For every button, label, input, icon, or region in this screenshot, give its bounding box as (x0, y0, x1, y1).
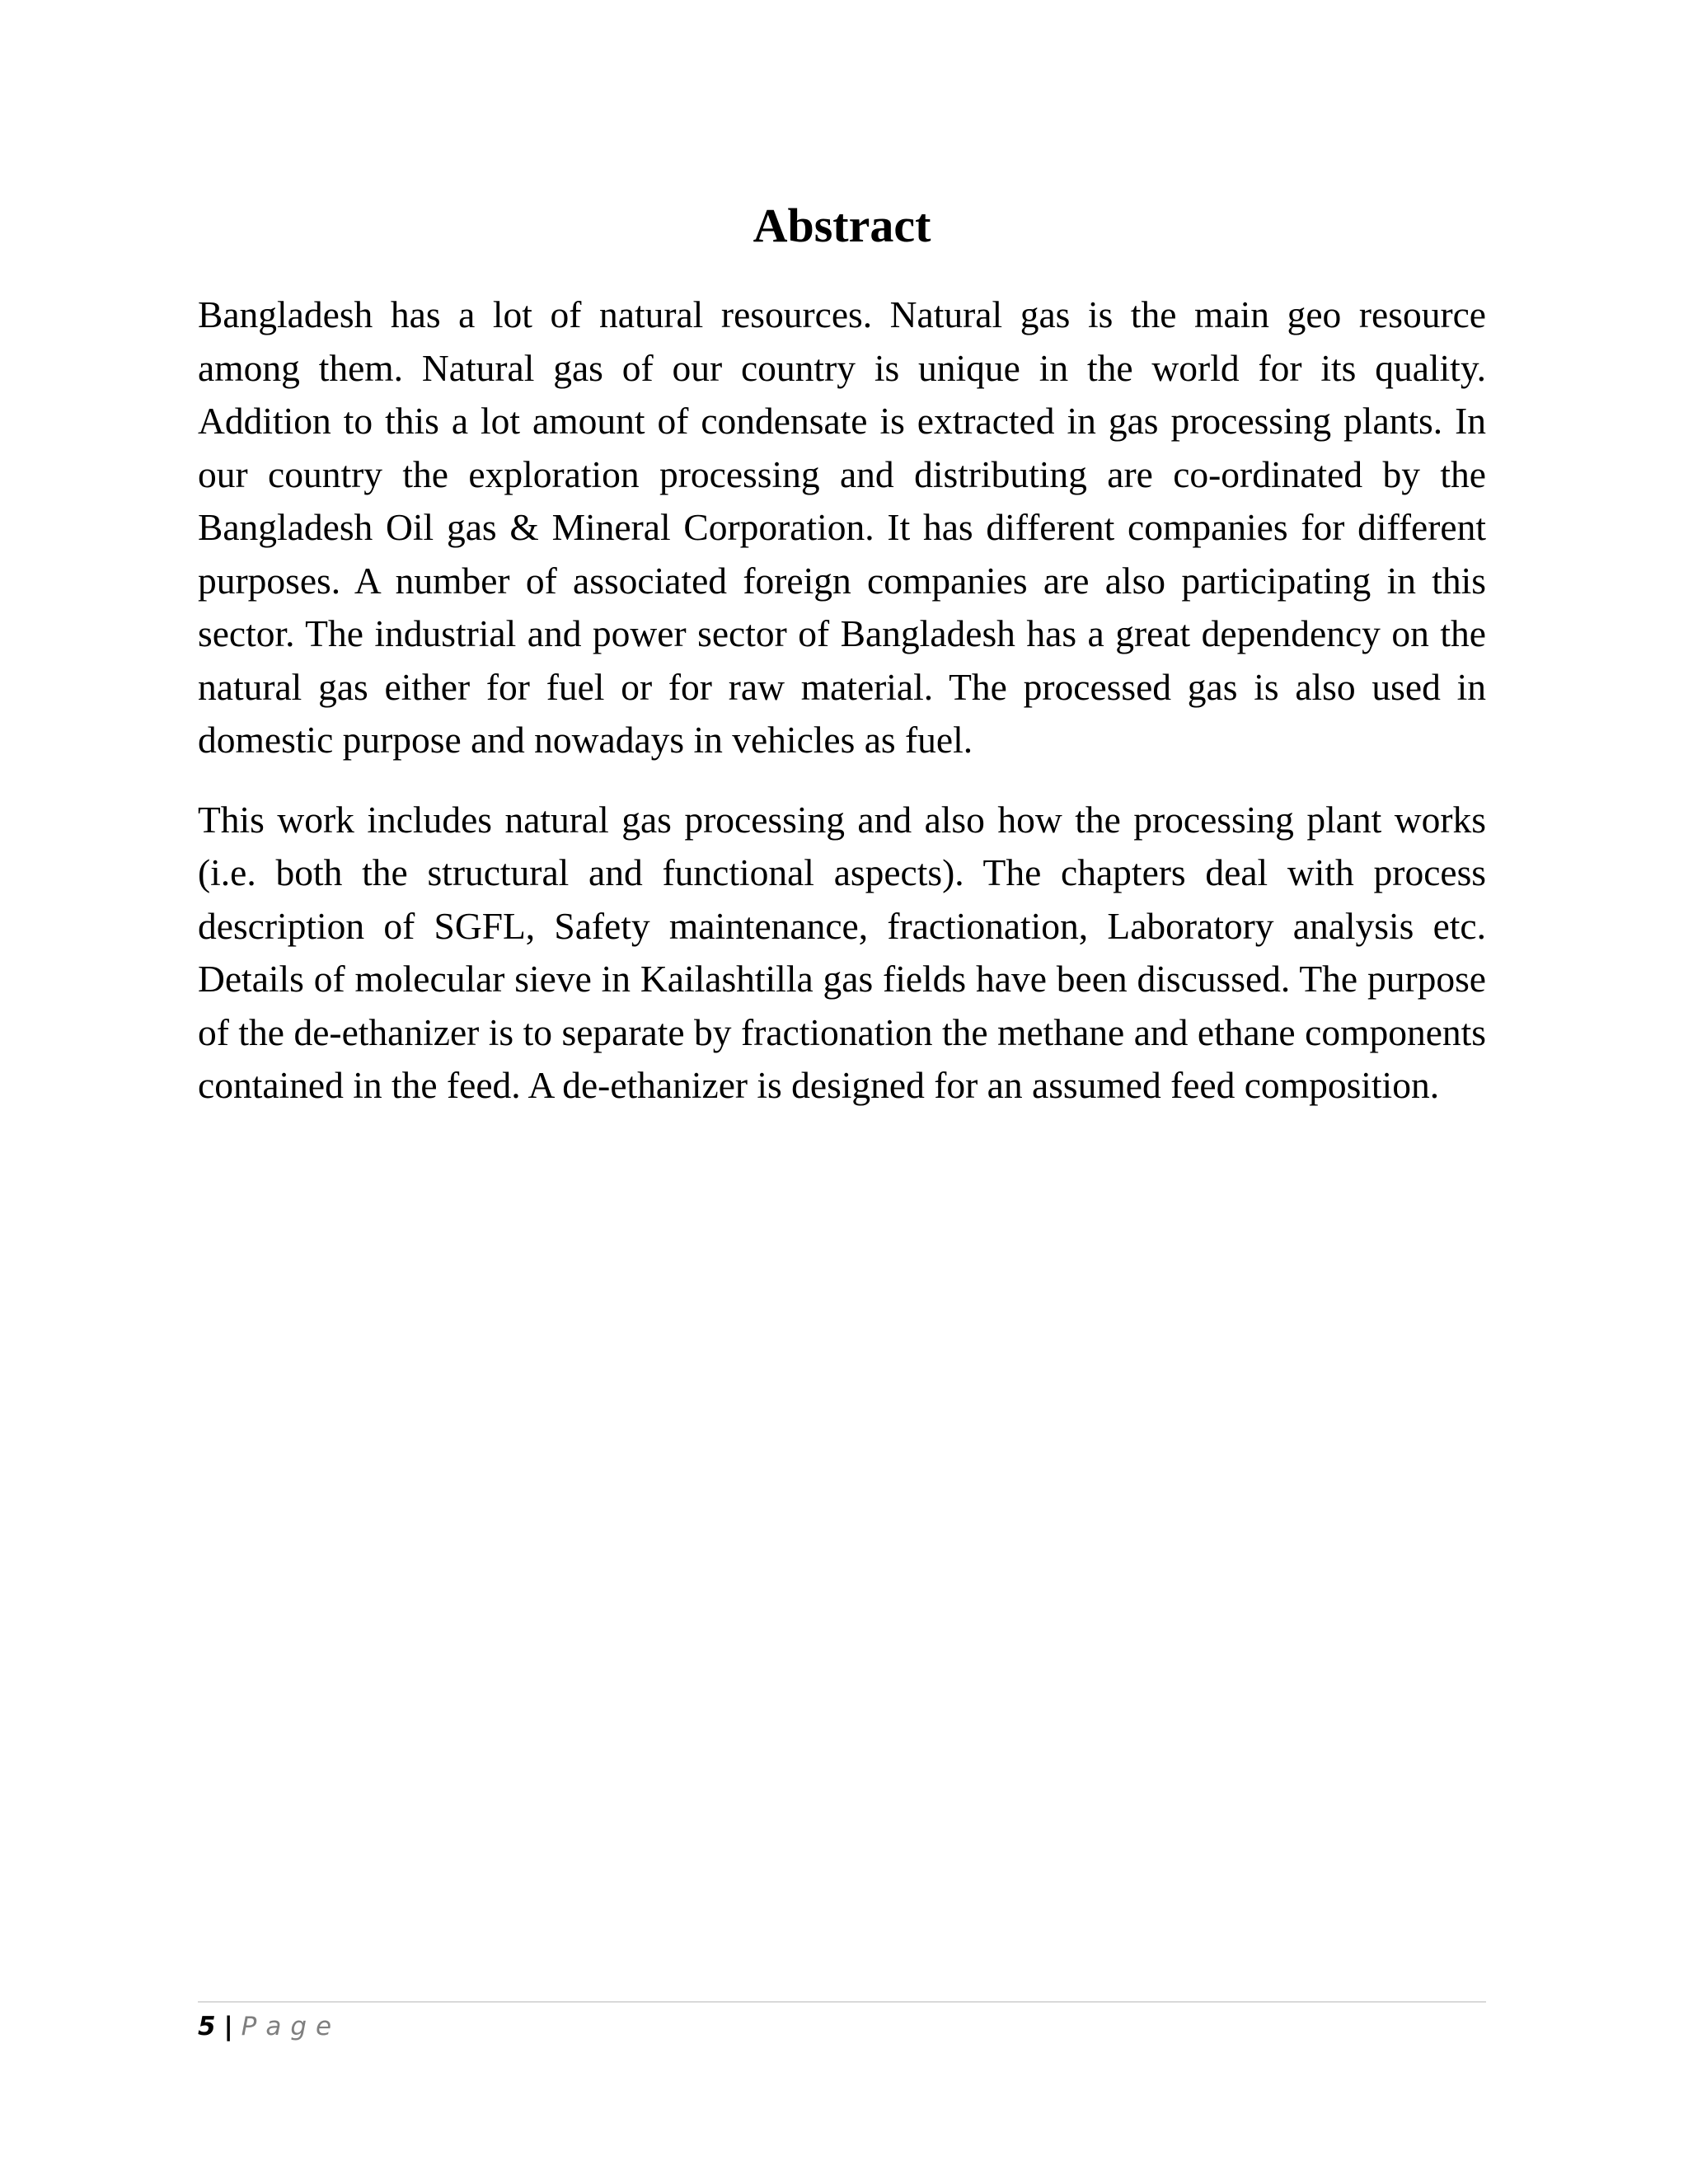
footer-separator: | (223, 2012, 233, 2041)
abstract-body (198, 288, 1486, 1113)
page-label: Page (241, 2012, 341, 2041)
footer-divider (198, 2001, 1486, 2003)
paragraph-2: This work includes natural gas processing and also how the processing plant works (i.e. both the structural and functional aspects). The chapters deal with process description of SGFL, Safety maintenance, fractionation, Laboratory analysis etc. Details of molecular sieve in Kailashtilla gas fields have been discussed. The purpose of the de-ethanizer is to separate by fractionation the methane and ethane components contained in the feed. A de-ethanizer is designed for an assumed feed composition. (198, 798, 1486, 1106)
paragraph-1: Bangladesh has a lot of natural resources. Natural gas is the main geo resource among them. Natural gas of our country is unique in the world for its quality. Addition to this a lot amount of condensate is extracted in gas processing plants. In our country the exploration processing and distributing are co-ordinated by the Bangladesh Oil gas & Mineral Corporation. It has different companies for different purposes. A number of associated foreign companies are also participating in this sector. The industrial and power sector of Bangladesh has a great dependency on the natural gas either for fuel or for raw material. The processed gas is also used in domestic purpose and nowadays in vehicles as fuel. (198, 293, 1486, 761)
page-footer (198, 2008, 340, 2045)
page-number: 5 (198, 2012, 216, 2041)
page-title: Abstract (753, 199, 931, 252)
